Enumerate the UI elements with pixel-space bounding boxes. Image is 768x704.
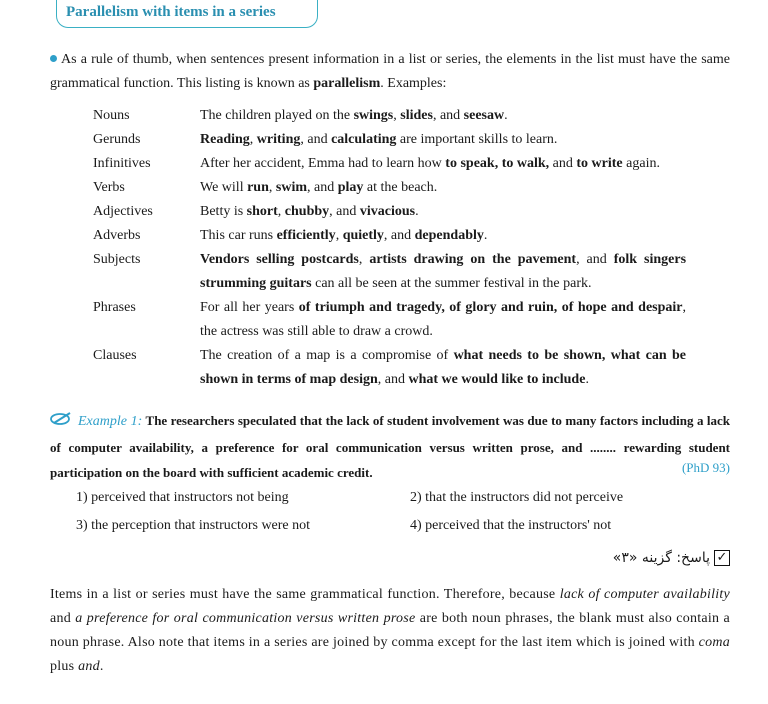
plain-text: , [268,180,276,195]
emphasis-text: seesaw [463,108,505,123]
example-question [50,408,730,485]
plain-text: After her accident, Emma had to learn how [200,156,446,171]
emphasis-text: swings [353,108,394,123]
emphasis-text: vivacious [359,204,416,219]
example-sentence [200,176,686,200]
explanation-paragraph [50,583,730,679]
emphasis-text: play [337,180,364,195]
pencil-icon [50,408,74,433]
plain-text: and [50,611,76,626]
emphasis-text: chubby [284,204,330,219]
plain-text: We will [200,180,248,195]
plain-text: The creation of a map is a compromise of [200,348,454,363]
checkbox-checked-icon: ✓ [714,550,730,566]
emphasis-text: efficiently [276,228,336,243]
emphasis-text: run [247,180,269,195]
plain-text: Items in a list or series must have the same grammatical function. Therefore, because [50,587,560,602]
plain-text: , and [576,252,614,267]
emphasis-text: Vendors selling postcards [200,252,359,267]
plain-text: plus [50,659,79,674]
emphasis-text: what needs to be shown, what can be shown in terms of map design [200,348,686,387]
plain-text: For all her years [200,300,299,315]
plain-text: , the actress was still able to draw a crowd. [200,300,686,339]
plain-text: again. [622,156,660,171]
plain-text: , [277,204,285,219]
plain-text: can all be seen at the summer festival in the park. [311,276,592,291]
plain-text: and [549,156,577,171]
category-label: Phrases [93,300,136,315]
plain-text: , [335,228,343,243]
example-sentence [200,104,686,128]
italic-text: lack of computer availability [559,587,730,602]
plain-text: . [504,108,508,123]
plain-text: . [99,659,104,674]
emphasis-text: of triumph and tragedy, of glory and ruin, of hope and despair [298,300,683,315]
plain-text: This car runs [200,228,277,243]
bullet-icon [50,55,57,62]
italic-text: coma [698,635,730,650]
plain-text: are important skills to learn. [396,132,558,147]
category-label: Verbs [93,180,125,195]
example-sentence [200,248,686,296]
option-4: 4) perceived that the instructors' not [410,518,612,533]
example-label: Example 1: [78,414,143,429]
option-2: 2) that the instructors did not perceive [410,490,624,505]
emphasis-text: slides [400,108,433,123]
emphasis-text: Reading [200,132,250,147]
plain-text: , [393,108,401,123]
plain-text: , and [329,204,360,219]
answer-text: پاسخ: گزینه «۳» [612,550,710,566]
italic-text: and [78,659,100,674]
category-label: Subjects [93,252,141,267]
plain-text: , [358,252,370,267]
example-sentence [200,200,686,224]
question-text: The researchers speculated that the lack of student involvement was due to many factors including a lack of computer availability, a preference for oral communication versus written prose, and ........ rewarding student participation on the board with sufficient academic credit. [50,413,730,480]
example-sentence [200,152,686,176]
plain-text: , and [383,228,415,243]
emphasis-text: quietly [342,228,384,243]
example-sentence [200,224,686,248]
plain-text: at the beach. [363,180,438,195]
example-sentence [200,296,686,344]
intro-paragraph [50,48,730,96]
emphasis-text: folk singers strumming guitars [200,252,687,291]
plain-text: , and [307,180,338,195]
intro-text-end: . Examples: [380,76,447,91]
section-title: Parallelism with items in a series [66,4,276,20]
plain-text: . [585,372,589,387]
emphasis-text: dependably [414,228,484,243]
emphasis-text: calculating [331,132,397,147]
italic-text: a preference for oral communication versus written prose [75,611,416,626]
category-label: Adjectives [93,204,153,219]
answer-line [613,550,730,566]
option-3: 3) the perception that instructors were not [76,518,311,533]
category-label: Infinitives [93,156,151,171]
example-sentence [200,344,686,392]
plain-text: , and [432,108,464,123]
plain-text: , and [377,372,409,387]
emphasis-text: what we would like to include [408,372,586,387]
emphasis-text: to write [576,156,623,171]
emphasis-text: artists drawing on the pavement [369,252,577,267]
category-label: Gerunds [93,132,141,147]
emphasis-text: to speak, to walk, [445,156,550,171]
example-sentence [200,128,686,152]
intro-bold: parallelism [313,76,381,91]
plain-text: . [483,228,488,243]
plain-text: The children played on the [200,108,354,123]
source-citation: (PhD 93) [681,460,730,475]
category-label: Nouns [93,108,130,123]
category-label: Clauses [93,348,137,363]
plain-text: , [249,132,257,147]
emphasis-text: short [246,204,278,219]
plain-text: are both noun phrases, the blank must also contain a noun phrase. Also note that items in a series are joined by comma except for the last item which is joined with [50,611,731,650]
emphasis-text: swim [275,180,308,195]
plain-text: . [415,204,419,219]
emphasis-text: writing [256,132,301,147]
intro-text: As a rule of thumb, when sentences present information in a list or series, the elements in the list must have the same grammatical function. This listing is known as [50,52,730,91]
category-label: Adverbs [93,228,141,243]
plain-text: , and [300,132,332,147]
option-1: 1) perceived that instructors not being [76,490,289,505]
plain-text: Betty is [200,204,247,219]
